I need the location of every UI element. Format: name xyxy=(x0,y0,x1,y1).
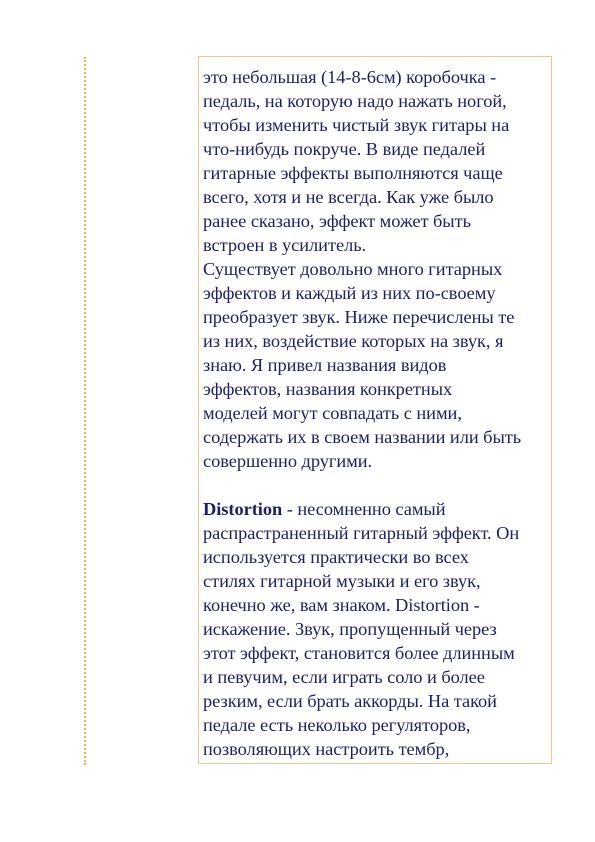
text-line: что-нибудь покруче. В виде педалей xyxy=(203,139,486,159)
text-line: искажение. Звук, пропущенный через xyxy=(203,619,497,639)
text-line: ранее сказано, эффект может быть xyxy=(203,211,471,231)
text-line: чтобы изменить чистый звук гитары на xyxy=(203,115,510,135)
text-line: эффектов и каждый из них по-своему xyxy=(203,283,496,303)
text-line: моделей могут совпадать с ними, xyxy=(203,403,462,423)
text-line: педаль, на которую надо нажать ногой, xyxy=(203,91,507,111)
text-line: из них, воздействие которых на звук, я xyxy=(203,331,504,351)
text-line: содержать их в своем названии или быть xyxy=(203,427,522,447)
paragraph-distortion xyxy=(203,497,551,761)
text-line: и певучим, если играть соло и более xyxy=(203,667,485,687)
text-line: встроен в усилитель. xyxy=(203,235,367,255)
distortion-definition-start: - несомненно самый xyxy=(282,499,446,519)
text-line: этот эффект, становится более длинным xyxy=(203,643,515,663)
paragraph-pedal-description xyxy=(203,65,551,257)
text-line: конечно же, вам знаком. Distortion - xyxy=(203,595,480,615)
text-line: преобразует звук. Ниже перечислены те xyxy=(203,307,515,327)
text-line: резким, если брать аккорды. На такой xyxy=(203,691,497,711)
text-line: эффектов, названия конкретных xyxy=(203,379,453,399)
paragraph-gap xyxy=(203,473,551,497)
text-line xyxy=(203,497,551,521)
text-frame xyxy=(198,56,552,764)
text-line: знаю. Я привел названия видов xyxy=(203,355,447,375)
margin-dotted-rule xyxy=(84,57,86,765)
text-line: Существует довольно много гитарных xyxy=(203,259,503,279)
text-line: педале есть неколько регуляторов, xyxy=(203,715,471,735)
text-line: всего, хотя и не всегда. Как уже было xyxy=(203,187,494,207)
distortion-term: Distortion xyxy=(203,499,283,519)
text-line: позволяющих настроить тембр, xyxy=(203,739,450,759)
text-line: стилях гитарной музыки и его звук, xyxy=(203,571,481,591)
text-line: совершенно другими. xyxy=(203,451,373,471)
text-line: это небольшая (14-8-6см) коробочка - xyxy=(203,67,497,87)
text-line: гитарные эффекты выполняются чаще xyxy=(203,163,503,183)
text-line: используется практически во всех xyxy=(203,547,469,567)
paragraph-effects-intro xyxy=(203,257,551,473)
text-line: распрастраненный гитарный эффект. Он xyxy=(203,523,520,543)
